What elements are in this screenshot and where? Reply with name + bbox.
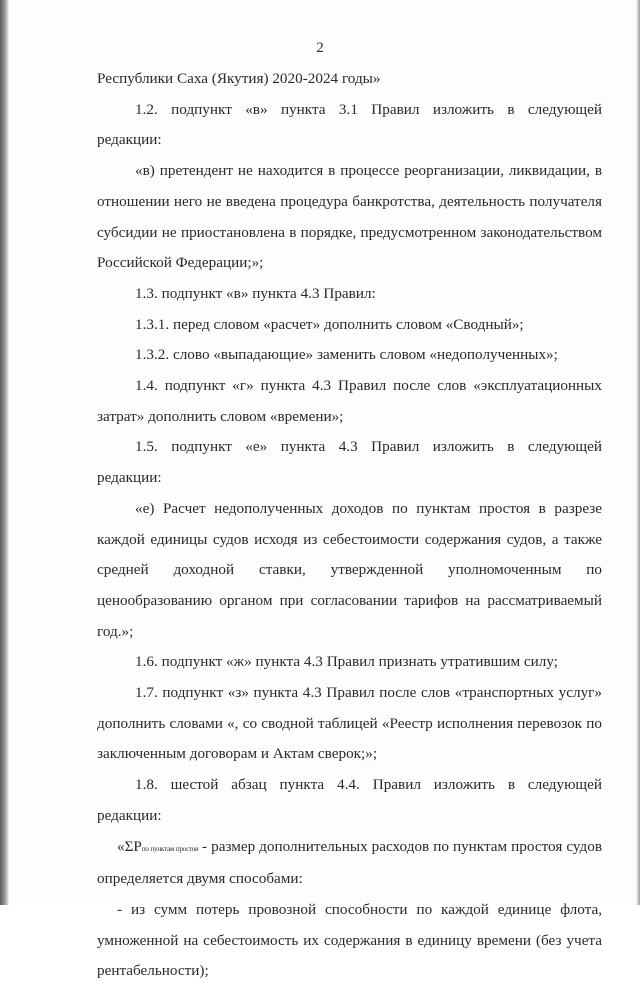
- paragraph-method-one: - из сумм потерь провозной способности по каждой единице флота, умноженной на себестоимость их содержания в единицу времени (без учета рентабельности);: [97, 900, 602, 980]
- paragraph-1-3-1: 1.3.1. перед словом «расчет» дополнить словом «Сводный»;: [135, 315, 524, 333]
- paragraph-quote-e: «е) Расчет недополученных доходов по пунктам простоя в разрезе каждой единицы судов исходя из себестоимости содержания судов, а также средней доходной ставки, утвержденной уполномоченным по ценообразованию органом при согласовании тарифов на рассматриваемый год.»;: [97, 499, 602, 640]
- paragraph-1-5: 1.5. подпункт «е» пункта 4.3 Правил изложить в следующей редакции:: [97, 438, 602, 487]
- scan-edge-left: [0, 0, 9, 905]
- paragraph-heading-continuation: Республики Саха (Якутия) 2020-2024 годы»: [97, 70, 381, 87]
- formula-subscript: по пунктам простоя: [141, 844, 199, 853]
- paragraph-quote-v: «в) претендент не находится в процессе реорганизации, ликвидации, в отношении него не введена процедура банкротства, деятельность получателя субсидии не приостановлена в порядке, предусмотренном законодательством Российской Федерации;»;: [97, 162, 602, 272]
- formula-symbol: «ΣР: [117, 837, 142, 855]
- paragraph-1-3-2: 1.3.2. слово «выпадающие» заменить словом «недополученных»;: [135, 346, 558, 364]
- paragraph-1-6: 1.6. подпункт «ж» пункта 4.3 Правил признать утратившим силу;: [135, 653, 558, 671]
- paragraph-1-8: 1.8. шестой абзац пункта 4.4. Правил изложить в следующей редакции:: [97, 776, 602, 824]
- paragraph-1-2: 1.2. подпункт «в» пункта 3.1 Правил изложить в следующей редакции:: [97, 100, 602, 149]
- paragraph-1-7: 1.7. подпункт «з» пункта 4.3 Правил после слов «транспортных услуг» дополнить словами «, со сводной таблицей «Реестр исполнения перевозок по заключенным договорам и Актам сверок;»;: [97, 684, 602, 763]
- page-number: 2: [316, 40, 324, 56]
- document-body: [97, 64, 602, 987]
- scan-edge-right: [636, 0, 640, 905]
- paragraph-1-3: 1.3. подпункт «в» пункта 4.3 Правил:: [135, 284, 376, 302]
- formula-description: - размер дополнительных расходов по пунктам простоя судов определяется двумя способами:: [97, 837, 602, 888]
- paragraph-1-4: 1.4. подпункт «г» пункта 4.3 Правил после слов «эксплуатационных затрат» дополнить словом «времени»;: [97, 377, 602, 425]
- paragraph-formula-sum: [97, 832, 602, 895]
